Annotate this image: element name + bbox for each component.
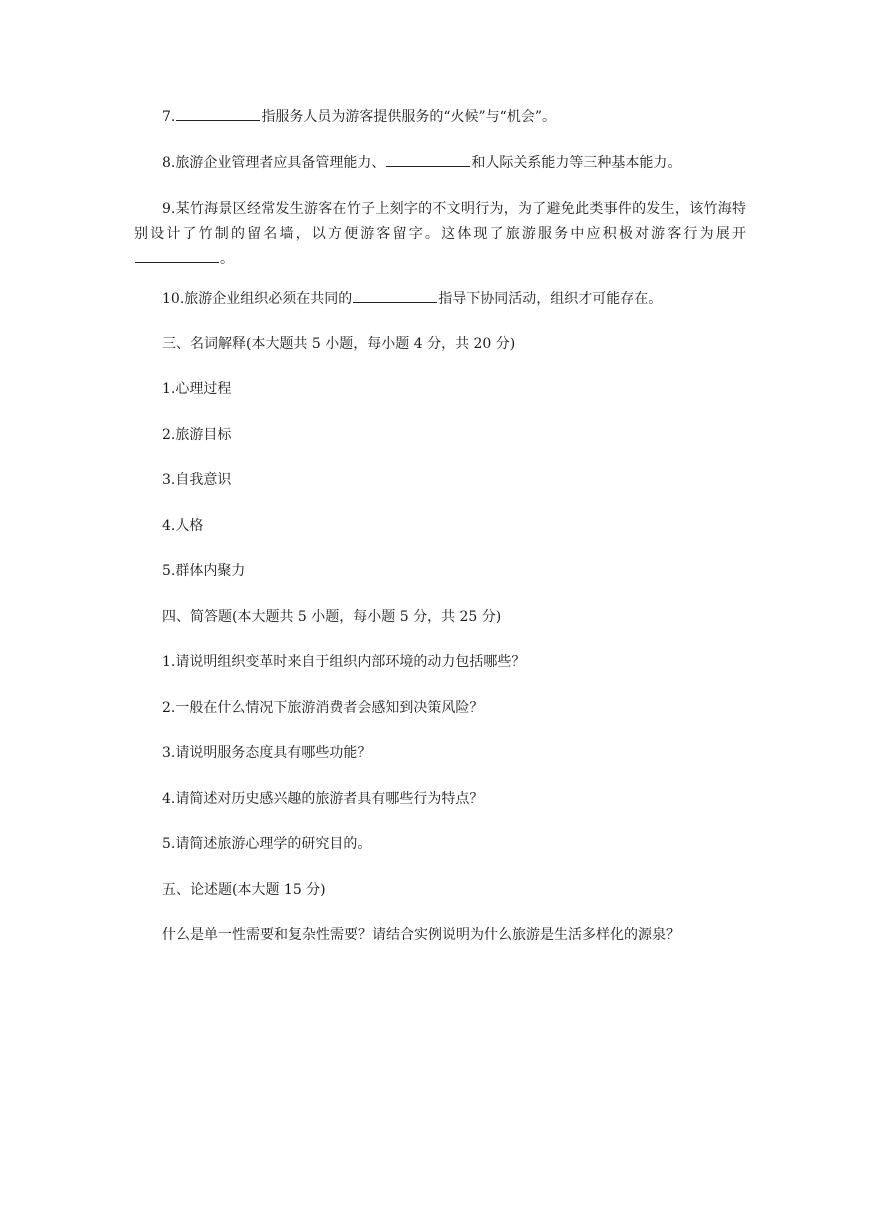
question-9 — [134, 197, 746, 272]
section-3-item: 2.旅游目标 — [162, 427, 232, 443]
answer-blank — [386, 152, 470, 167]
section-4-item: 2.一般在什么情况下旅游消费者会感知到决策风险？ — [162, 700, 484, 716]
question-7-text: 指服务人员为游客提供服务的“火候”与“机会”。 — [261, 109, 556, 125]
question-10 — [162, 288, 662, 309]
section-3-item: 5.群体内聚力 — [162, 563, 246, 579]
section-4-item: 1.请说明组织变革时来自于组织内部环境的动力包括哪些？ — [162, 654, 526, 670]
section-3-item: 3.自我意识 — [162, 472, 232, 488]
section-4-title: 四、简答题(本大题共 5 小题，每小题 5 分，共 25 分) — [162, 609, 502, 625]
question-7-number: 7. — [162, 109, 176, 125]
section-4-item: 5.请简述旅游心理学的研究目的。 — [162, 836, 372, 852]
question-8-text-before: 8.旅游企业管理者应具备管理能力、 — [162, 155, 386, 171]
section-4-item: 3.请说明服务态度具有哪些功能？ — [162, 745, 372, 761]
section-3-item: 4.人格 — [162, 518, 204, 534]
section-3-title: 三、名词解释(本大题共 5 小题，每小题 4 分，共 20 分) — [162, 336, 516, 352]
section-5-question: 什么是单一性需要和复杂性需要？请结合实例说明为什么旅游是生活多样化的源泉？ — [162, 927, 680, 943]
question-9-text-before: 9.某竹海景区经常发生游客在竹子上刻字的不文明行为，为了避免此类事件的发生，该竹海特别设计了竹制的留名墙，以方便游客留字。这体现了旅游服务中应积极对游客行为展开 — [134, 201, 746, 242]
question-7 — [162, 106, 556, 127]
section-4-item: 4.请简述对历史感兴趣的旅游者具有哪些行为特点？ — [162, 791, 484, 807]
question-9-text-after: 。 — [220, 251, 234, 267]
section-5-title: 五、论述题(本大题 15 分) — [162, 882, 326, 898]
question-8-text-after: 和人际关系能力等三种基本能力。 — [471, 155, 682, 171]
answer-blank — [135, 248, 219, 263]
answer-blank — [176, 106, 260, 121]
question-10-text-before: 10.旅游企业组织必须在共同的 — [162, 291, 353, 307]
question-8 — [162, 152, 681, 173]
section-3-item: 1.心理过程 — [162, 381, 232, 397]
question-10-text-after: 指导下协同活动，组织才可能存在。 — [438, 291, 663, 307]
answer-blank — [353, 288, 437, 303]
